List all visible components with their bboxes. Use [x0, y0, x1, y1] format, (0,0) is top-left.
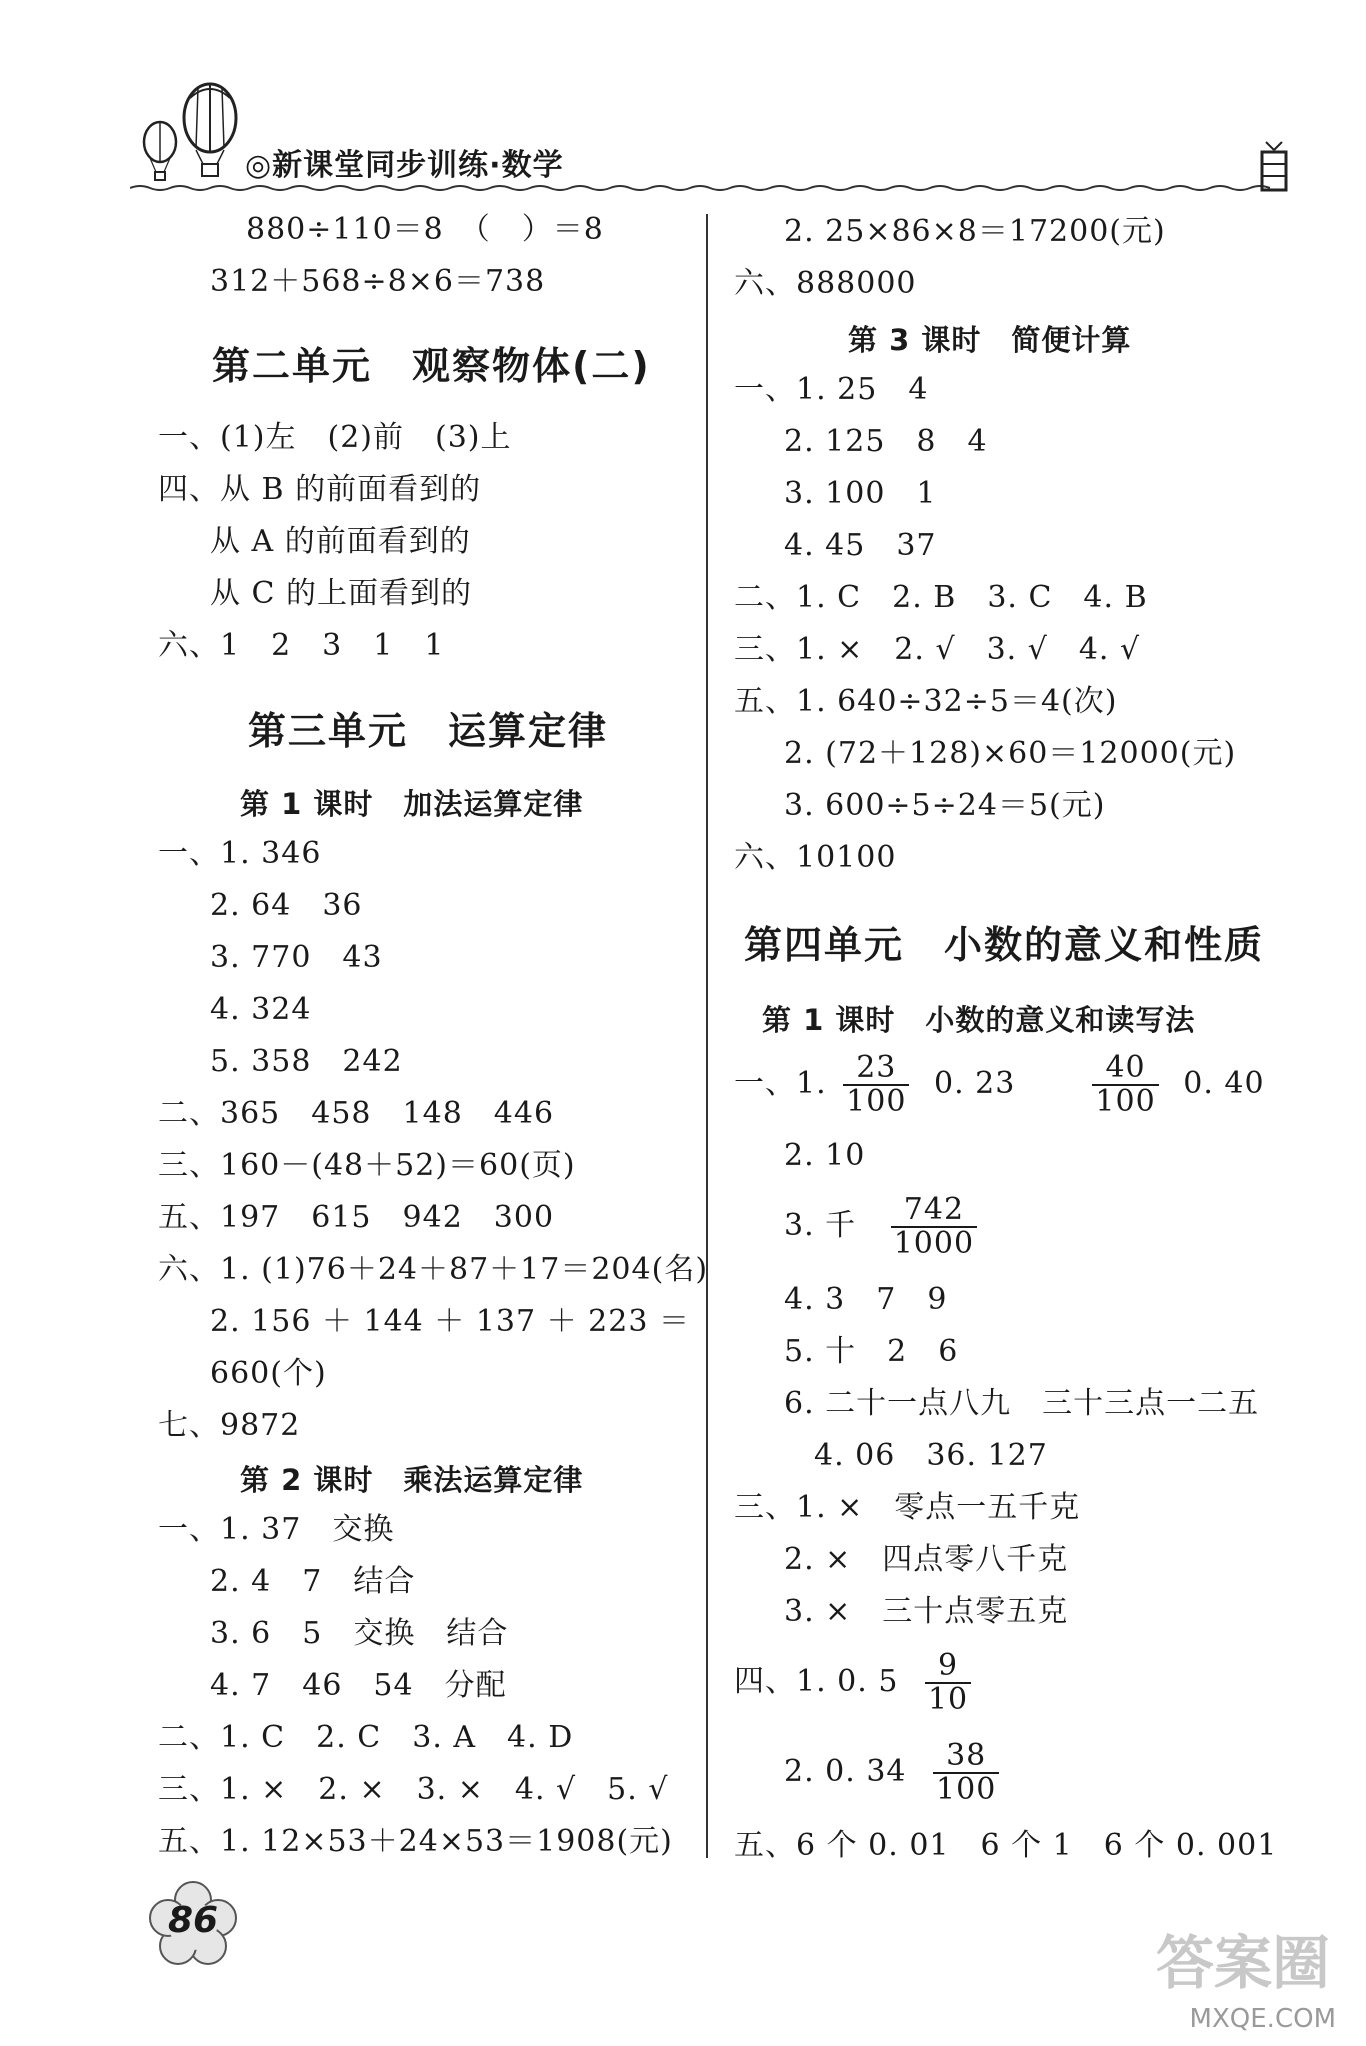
answer-line: 五、197 615 942 300 — [158, 1200, 555, 1235]
denominator: 10 — [925, 1682, 971, 1716]
answer-line: 一、1. 25 4 — [734, 372, 929, 407]
answer-line: 从 C 的上面看到的 — [210, 576, 473, 611]
answer-line: 3. 600÷5÷24＝5(元) — [784, 788, 1106, 823]
watermark-logo: 答案圈 — [1155, 1929, 1330, 1997]
page-number: 86 — [167, 1900, 219, 1941]
answer-line: 2. 25×86×8＝17200(元) — [784, 214, 1166, 249]
lesson-heading: 第 3 课时 简便计算 — [848, 323, 1132, 357]
lesson-heading: 第 2 课时 乘法运算定律 — [240, 1463, 584, 1497]
answer-line: 2. × 四点零八千克 — [784, 1542, 1069, 1577]
answer-line: 一、1. 37 交换 — [158, 1512, 395, 1547]
answer-line: 5. 358 242 — [210, 1044, 403, 1079]
answer-line: 一、1. 346 — [158, 836, 322, 871]
answer-line: 三、1. × 2. × 3. × 4. √ 5. √ — [158, 1772, 669, 1807]
answer-line: 六、888000 — [734, 266, 917, 301]
answer-line: 六、10100 — [734, 840, 897, 875]
answer-line: 一、(1)左 (2)前 (3)上 — [158, 420, 512, 455]
answer-line-fraction — [784, 1736, 1005, 1808]
hot-air-balloon-icon — [130, 80, 260, 190]
answer-line: 4. 324 — [210, 992, 312, 1027]
numerator: 9 — [938, 1648, 959, 1683]
answer-line: 3. 100 1 — [784, 476, 937, 511]
answer-line: 2. 64 36 — [210, 888, 363, 923]
answer-line: 三、1. × 零点一五千克 — [734, 1490, 1081, 1525]
numerator: 40 — [1105, 1050, 1146, 1085]
answer-line: 2. 125 8 4 — [784, 424, 988, 459]
page-header — [130, 80, 1270, 210]
answer-line: 4. 45 37 — [784, 528, 937, 563]
numerator: 742 — [903, 1192, 965, 1227]
lesson-heading: 第 1 课时 加法运算定律 — [240, 787, 584, 821]
answer-line: 二、365 458 148 446 — [158, 1096, 555, 1131]
decimal-value: 0. 23 — [933, 1066, 1016, 1101]
answer-line: 4. 06 36. 127 — [814, 1438, 1048, 1473]
lantern-icon — [1256, 140, 1292, 196]
answer-line: 五、6 个 0. 01 6 个 1 6 个 0. 001 — [734, 1828, 1278, 1863]
answer-line: 六、1 2 3 1 1 — [158, 628, 445, 663]
answer-line-fraction — [784, 1190, 983, 1262]
denominator: 100 — [933, 1772, 999, 1806]
unit-heading: 第四单元 小数的意义和性质 — [744, 923, 1265, 967]
answer-line: 660(个) — [210, 1356, 327, 1391]
answer-prefix: 四、1. 0. 5 — [734, 1664, 899, 1699]
answer-line: 二、1. C 2. C 3. A 4. D — [158, 1720, 574, 1755]
numerator: 23 — [856, 1050, 897, 1085]
denominator: 100 — [1092, 1084, 1158, 1118]
fraction — [843, 1052, 909, 1118]
answer-line: 七、9872 — [158, 1408, 301, 1443]
answer-line-fraction — [734, 1646, 977, 1718]
answer-line: 五、1. 12×53＋24×53＝1908(元) — [158, 1824, 673, 1859]
answer-line: 3. 6 5 交换 结合 — [210, 1616, 509, 1651]
answer-line: 从 A 的前面看到的 — [210, 524, 471, 559]
answer-line: 2. 156 ＋ 144 ＋ 137 ＋ 223 ＝ — [210, 1304, 690, 1339]
answer-line-fraction — [734, 1048, 1265, 1120]
header-divider — [130, 184, 1270, 192]
column-divider — [706, 214, 708, 1858]
header-title: ◎新课堂同步训练·数学 — [245, 148, 564, 183]
answer-prefix: 3. 千 — [784, 1208, 857, 1243]
answer-line: 六、1. (1)76＋24＋87＋17＝204(名) — [158, 1252, 709, 1287]
fraction — [933, 1740, 999, 1806]
lesson-heading: 第 1 课时 小数的意义和读写法 — [762, 1003, 1196, 1037]
fraction — [1092, 1052, 1158, 1118]
answer-prefix: 2. 0. 34 — [784, 1754, 907, 1789]
answer-line: 四、从 B 的前面看到的 — [158, 472, 482, 507]
answer-line: 4. 3 7 9 — [784, 1282, 948, 1317]
fraction — [925, 1650, 971, 1716]
decimal-value: 0. 40 — [1183, 1066, 1265, 1101]
answer-line: 5. 十 2 6 — [784, 1334, 959, 1369]
answer-line: 6. 二十一点八九 三十三点一二五 — [784, 1386, 1260, 1421]
answer-line: 三、160－(48＋52)＝60(页) — [158, 1148, 576, 1183]
answer-line: 2. 4 7 结合 — [210, 1564, 416, 1599]
answer-line: 312＋568÷8×6＝738 — [210, 264, 546, 299]
answer-line: 880÷110＝8 （ ）＝8 — [246, 212, 604, 247]
answer-line: 三、1. × 2. √ 3. √ 4. √ — [734, 632, 1141, 667]
denominator: 1000 — [891, 1226, 977, 1260]
unit-heading: 第三单元 运算定律 — [248, 709, 609, 753]
numerator: 38 — [946, 1738, 987, 1773]
unit-heading: 第二单元 观察物体(二) — [212, 344, 651, 388]
denominator: 100 — [843, 1084, 909, 1118]
answer-line: 2. 10 — [784, 1138, 866, 1173]
answer-prefix: 一、1. — [734, 1066, 827, 1101]
page-number-badge — [148, 1880, 238, 1970]
answer-line: 3. 770 43 — [210, 940, 383, 975]
answer-line: 五、1. 640÷32÷5＝4(次) — [734, 684, 1118, 719]
answer-line: 二、1. C 2. B 3. C 4. B — [734, 580, 1148, 615]
answer-line: 3. × 三十点零五克 — [784, 1594, 1069, 1629]
answer-line: 2. (72＋128)×60＝12000(元) — [784, 736, 1237, 771]
fraction — [891, 1194, 977, 1260]
answer-line: 4. 7 46 54 分配 — [210, 1668, 507, 1703]
watermark-text: MXQE.COM — [1189, 2004, 1336, 2034]
